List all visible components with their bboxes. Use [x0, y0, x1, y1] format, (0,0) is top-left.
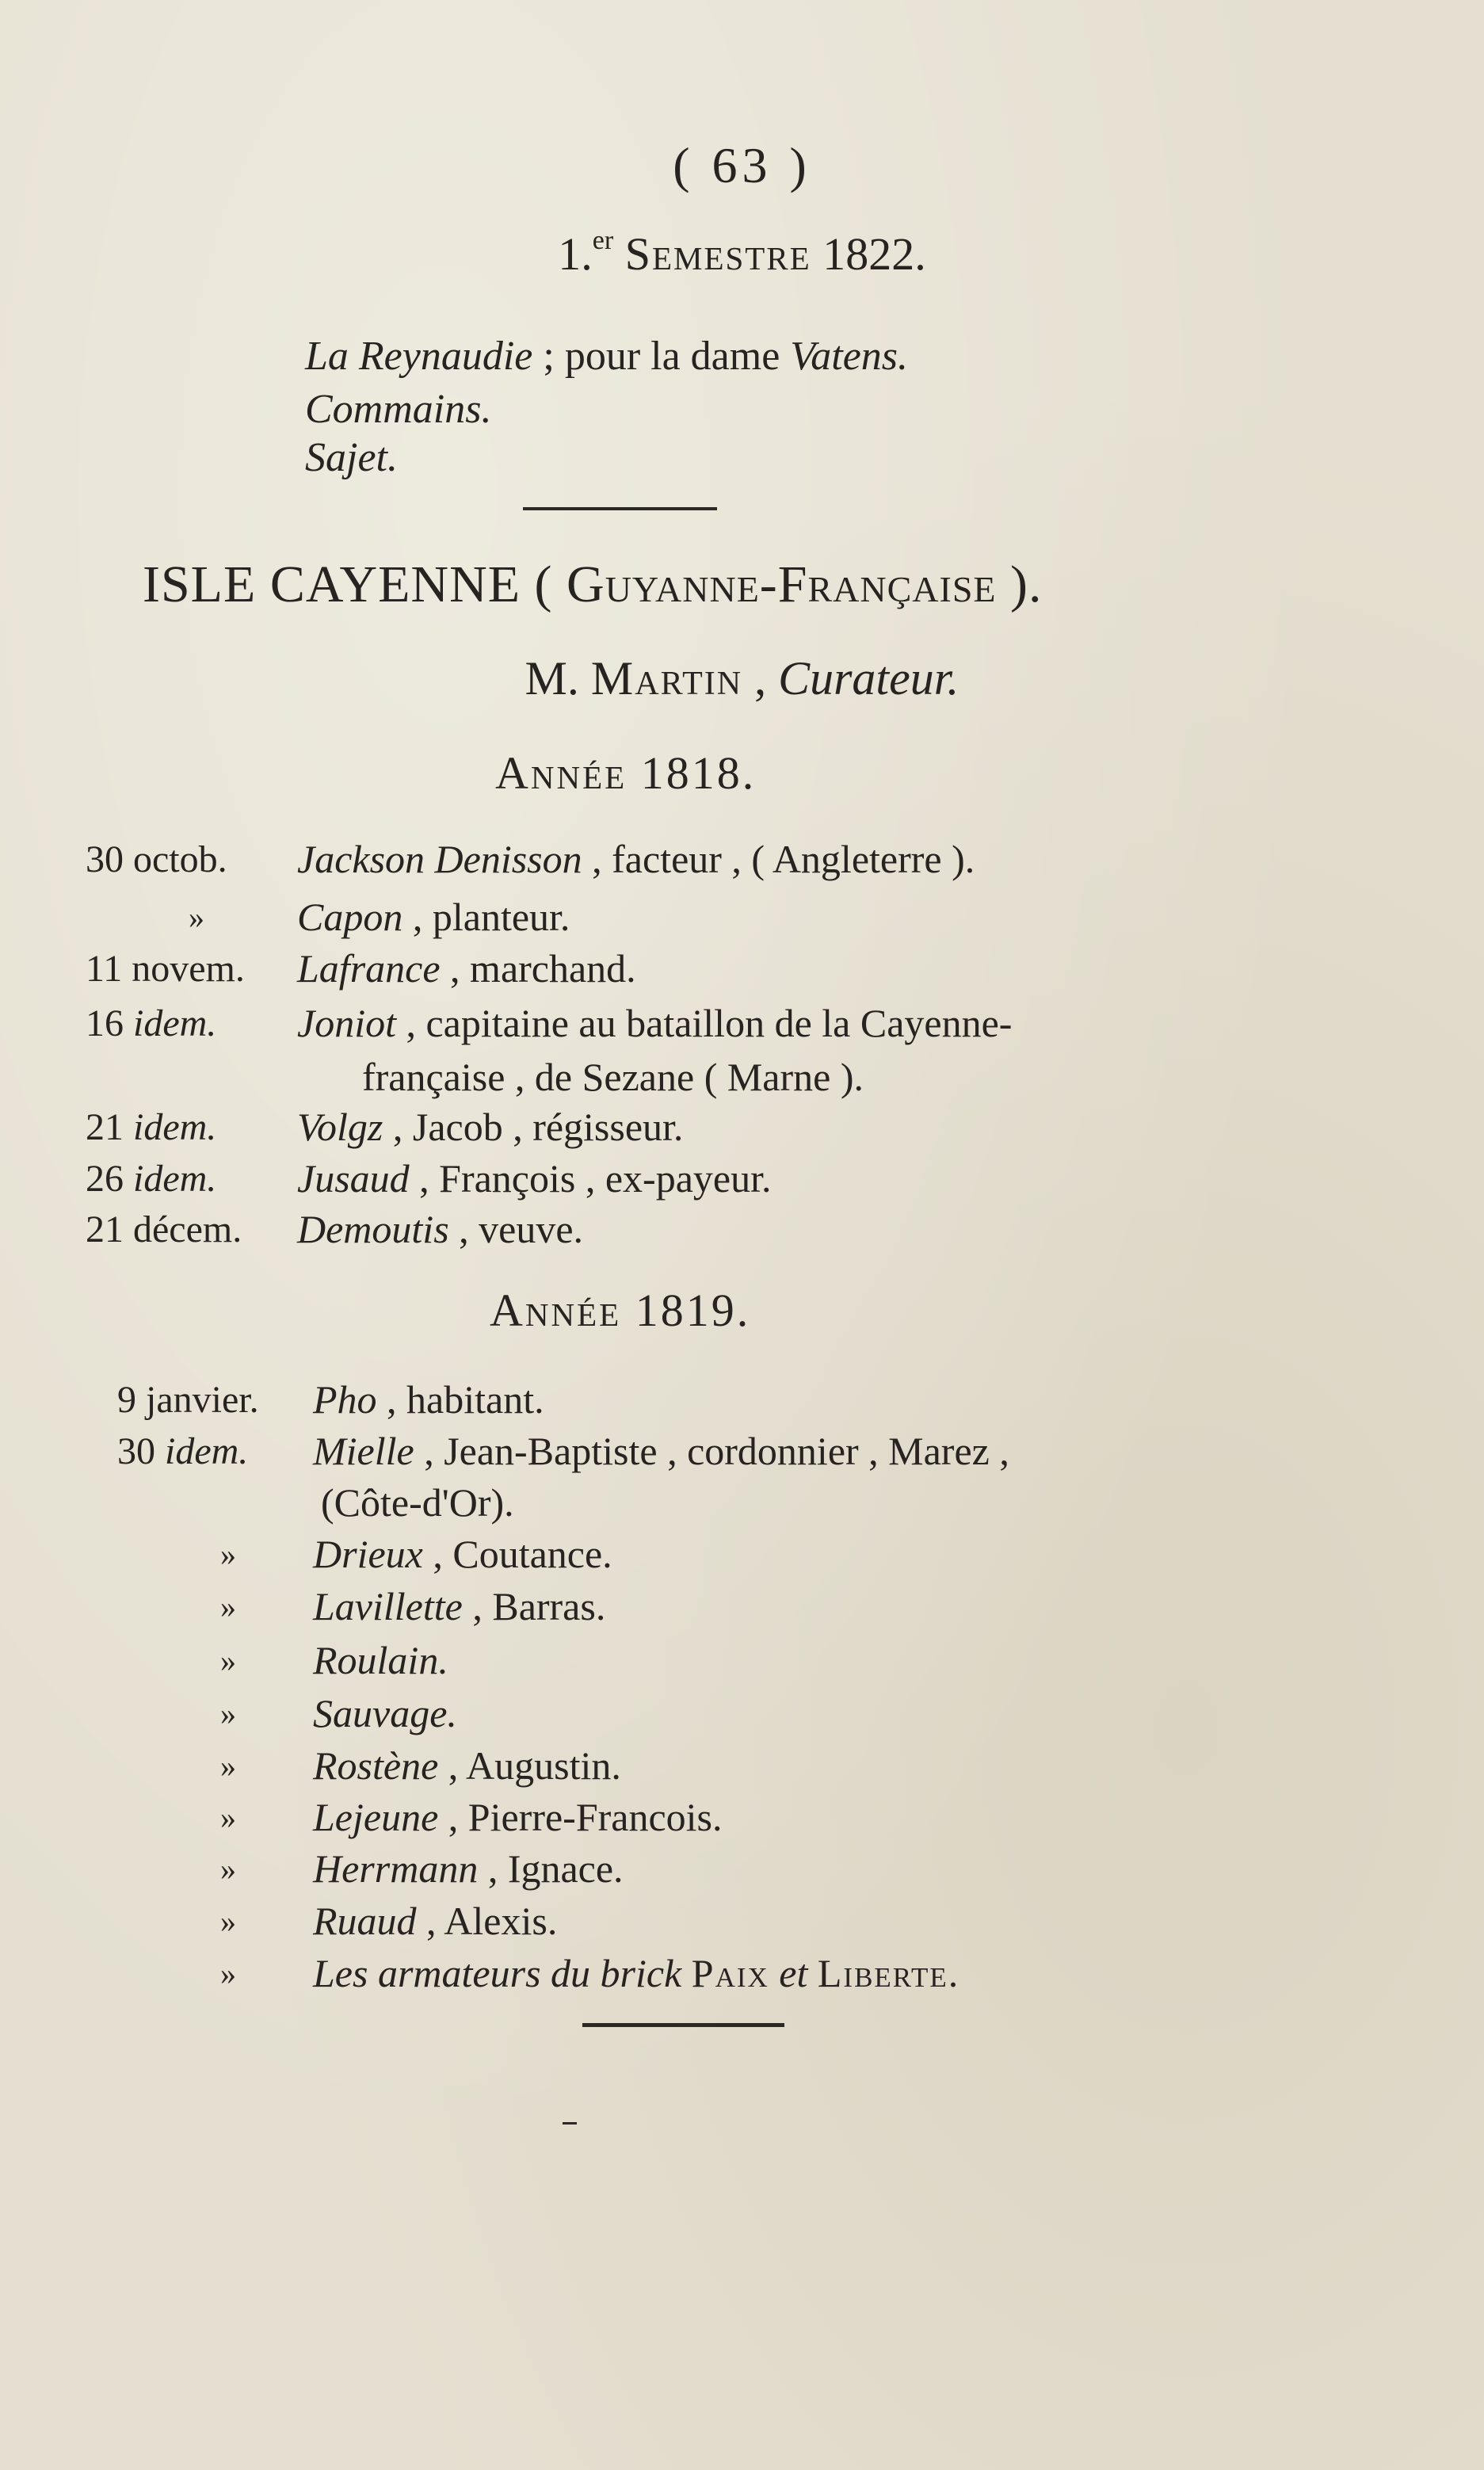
semester-number: 1.	[558, 228, 593, 280]
entry-date-day: 30	[86, 838, 133, 880]
entry-detail: , Ignace.	[478, 1846, 624, 1891]
entry-date-day: 11	[86, 948, 132, 990]
year-heading	[495, 746, 756, 800]
entry-date: »	[220, 1800, 236, 1835]
curator-title: M.	[525, 652, 591, 704]
entry-date-day: 26	[86, 1158, 133, 1200]
entry-date-day: 9	[117, 1379, 146, 1421]
entry-detail: , planteur.	[402, 895, 570, 939]
entry-detail: Liberte.	[817, 1951, 960, 1995]
curator-line	[0, 651, 1484, 706]
entry-text	[297, 894, 570, 940]
pre-entry: Commains.	[305, 387, 492, 432]
year-number: 1818.	[640, 747, 757, 799]
entry-detail: , Barras.	[462, 1584, 606, 1628]
colony-heading	[143, 555, 1043, 615]
semester-year: 1822.	[822, 228, 926, 280]
entry-text	[313, 1950, 959, 1996]
entry-date-month: octob.	[133, 838, 227, 880]
pre-entry-part: ; pour la dame	[532, 334, 791, 379]
entry-date: »	[189, 899, 204, 935]
entry-detail: , veuve.	[448, 1207, 584, 1251]
entry-detail: Paix	[691, 1951, 769, 1995]
entry-text-continuation	[362, 1054, 864, 1100]
colony-name: ISLE CAYENNE (	[143, 555, 567, 613]
entry-name: Ruaud	[313, 1899, 417, 1943]
entry-name: Volgz	[297, 1105, 383, 1149]
semester-word: Semestre	[624, 228, 811, 280]
entry-date-day: 21	[86, 1106, 133, 1148]
year-word: Année	[495, 747, 628, 799]
entry-date: »	[220, 1643, 236, 1678]
entry-name: Capon	[297, 895, 403, 939]
entry-detail: , Coutance.	[422, 1532, 612, 1576]
year-word: Année	[490, 1285, 622, 1336]
pre-entry-part: La Reynaudie	[305, 334, 533, 379]
entry-detail: , François , ex-payeur.	[409, 1156, 772, 1201]
year-number: 1819.	[635, 1285, 751, 1336]
entry-text	[313, 1376, 544, 1422]
entry-name: Les armateurs du brick	[313, 1951, 692, 1995]
curator-sep: ,	[742, 652, 779, 704]
entry-date-month: novem.	[132, 948, 245, 990]
entry-date-day: 21	[86, 1208, 133, 1250]
entry-text	[313, 1743, 621, 1789]
entry-name: Herrmann	[313, 1846, 479, 1891]
entry-date	[86, 1208, 242, 1251]
entry-name: Pho	[313, 1377, 377, 1422]
entry-date: »	[220, 1903, 236, 1939]
entry-name: Demoutis	[297, 1207, 449, 1251]
entry-name: Jusaud	[297, 1156, 410, 1201]
entry-name: Mielle	[313, 1429, 414, 1473]
entry-detail: française , de Sezane ( Marne ).	[362, 1055, 864, 1099]
entry-name: et	[769, 1951, 818, 1995]
entry-date	[86, 1157, 216, 1201]
entry-date-month: idem.	[133, 1002, 217, 1044]
year-heading	[490, 1284, 750, 1337]
entry-name: Roulain.	[313, 1638, 448, 1682]
entry-text-continuation	[321, 1479, 514, 1525]
entry-date-month: idem.	[133, 1106, 217, 1148]
entry-date-month: décem.	[133, 1208, 242, 1250]
entry-name: Lavillette	[313, 1584, 463, 1628]
entry-detail: , Augustin.	[438, 1743, 621, 1788]
entry-name: Drieux	[313, 1532, 423, 1576]
entry-detail: , Pierre-Francois.	[438, 1795, 723, 1839]
entry-date: »	[220, 1956, 236, 1991]
entry-text	[297, 836, 975, 882]
entry-detail: , Alexis.	[416, 1899, 558, 1943]
entry-text	[313, 1637, 448, 1683]
entry-text	[313, 1583, 605, 1629]
entry-text	[297, 945, 636, 991]
entry-text	[313, 1531, 612, 1577]
entry-text	[297, 1155, 771, 1201]
entry-text	[313, 1846, 624, 1892]
entry-name: Joniot	[297, 1001, 396, 1045]
entry-date-month: idem.	[165, 1430, 249, 1472]
entry-detail: , capitaine au bataillon de la Cayenne-	[395, 1001, 1013, 1045]
entry-text	[297, 1000, 1012, 1046]
entry-date: »	[220, 1851, 236, 1887]
entry-name: Jackson Denisson	[297, 837, 582, 881]
footer-dash	[563, 2122, 577, 2125]
entry-date	[117, 1430, 248, 1473]
pre-entry	[305, 333, 908, 380]
entry-text	[313, 1428, 1009, 1474]
entry-text	[313, 1690, 457, 1736]
entry-date: »	[220, 1589, 236, 1624]
entry-name: Lafrance	[297, 946, 441, 991]
entry-date: »	[220, 1748, 236, 1784]
entry-detail: , habitant.	[376, 1377, 544, 1422]
entry-date-day: 16	[86, 1002, 133, 1044]
colony-region: Guyanne-Française	[567, 555, 997, 613]
colony-close: ).	[996, 555, 1043, 613]
entry-name: Lejeune	[313, 1795, 439, 1839]
curator-name: Martin	[590, 652, 743, 704]
entry-date: »	[220, 1696, 236, 1731]
entry-date	[117, 1378, 259, 1422]
entry-date	[86, 1105, 216, 1149]
entry-detail: , facteur , ( Angleterre ).	[582, 837, 975, 881]
entry-detail: , marchand.	[440, 946, 636, 991]
entry-date-month: janvier.	[146, 1379, 259, 1421]
curator-role: Curateur.	[778, 652, 959, 704]
entry-date	[86, 1002, 216, 1045]
entry-date-day: 30	[117, 1430, 165, 1472]
semester-suffix: er	[592, 226, 614, 255]
entry-date: »	[220, 1537, 236, 1572]
entry-detail: , Jean-Baptiste , cordonnier , Marez ,	[414, 1429, 1009, 1473]
entry-date	[86, 838, 227, 881]
section-rule	[523, 507, 717, 510]
entry-date	[86, 947, 245, 991]
pre-entry-part: Vatens.	[790, 334, 909, 379]
page-number: ( 63 )	[673, 137, 811, 193]
semester-heading	[0, 226, 1484, 281]
entry-detail: , Jacob , régisseur.	[383, 1105, 684, 1149]
entry-name: Rostène	[313, 1743, 439, 1788]
entry-name: Sauvage.	[313, 1691, 457, 1735]
entry-detail: (Côte-d'Or).	[321, 1480, 514, 1525]
end-rule	[582, 2023, 784, 2027]
entry-date-month: idem.	[133, 1158, 217, 1200]
entry-text	[297, 1206, 583, 1252]
pre-entry: Sajet.	[305, 435, 398, 480]
entry-text	[313, 1794, 723, 1840]
entry-text	[313, 1898, 557, 1944]
entry-text	[297, 1104, 683, 1150]
